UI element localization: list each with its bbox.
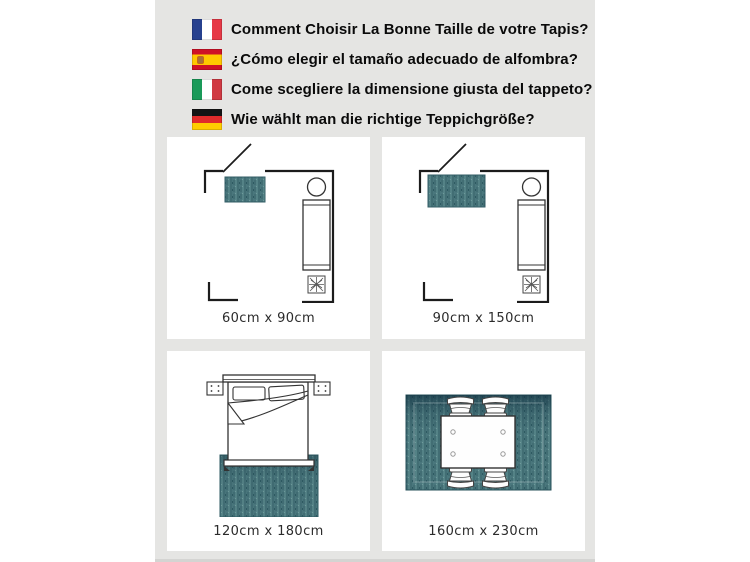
dining-table-top xyxy=(441,416,515,468)
headboard xyxy=(223,375,315,382)
bed-plan xyxy=(303,200,330,270)
dining-table-rug-diagram xyxy=(382,351,585,517)
size-card-90x150 xyxy=(382,137,585,339)
chair-top-left xyxy=(448,397,474,418)
content-panel xyxy=(155,0,595,562)
chair-top-right xyxy=(483,397,509,418)
nightstand-left xyxy=(207,382,223,395)
title-german: Wie wählt man die richtige Teppichgröße? xyxy=(231,111,535,128)
chair-bottom-left xyxy=(448,468,474,489)
header-title-list xyxy=(155,19,595,139)
bed-plan xyxy=(518,200,545,270)
bed-footboard xyxy=(224,460,314,466)
size-label: 90cm x 150cm xyxy=(432,310,535,326)
title-spanish: ¿Cómo elegir el tamaño adecuado de alfombra? xyxy=(231,51,578,68)
bedroom-floorplan-diagram-small xyxy=(167,137,370,303)
title-italian: Come scegliere la dimensione giusta del tappeto? xyxy=(231,81,593,98)
header-row-italian xyxy=(192,79,595,100)
header-row-german xyxy=(192,109,595,130)
header-row-spanish xyxy=(192,49,595,70)
france-flag-icon xyxy=(192,19,222,40)
bed-top-view xyxy=(224,382,314,471)
title-french: Comment Choisir La Bonne Taille de votre Tapis? xyxy=(231,21,589,38)
rug-90x150 xyxy=(428,175,485,207)
size-label: 120cm x 180cm xyxy=(213,523,324,539)
chair-bottom-right xyxy=(483,468,509,489)
rug-60x90 xyxy=(225,177,265,202)
size-card-60x90 xyxy=(167,137,370,339)
italy-flag-icon xyxy=(192,79,222,100)
size-label: 60cm x 90cm xyxy=(221,310,316,326)
plant-plan xyxy=(523,276,540,293)
side-table-circle xyxy=(523,178,541,196)
nightstand-right xyxy=(314,382,330,395)
header-row-french xyxy=(192,19,595,40)
bed-top-view-diagram xyxy=(167,351,370,517)
plant-plan xyxy=(308,276,325,293)
door-swing-line xyxy=(438,144,466,172)
size-card-160x230 xyxy=(382,351,585,551)
size-label: 160cm x 230cm xyxy=(428,523,539,539)
door-swing-line xyxy=(223,144,251,172)
bedroom-floorplan-diagram-medium xyxy=(382,137,585,303)
spain-flag-icon xyxy=(192,49,222,70)
side-table-circle xyxy=(308,178,326,196)
size-card-120x180 xyxy=(167,351,370,551)
pillow-left xyxy=(233,387,265,400)
germany-flag-icon xyxy=(192,109,222,130)
